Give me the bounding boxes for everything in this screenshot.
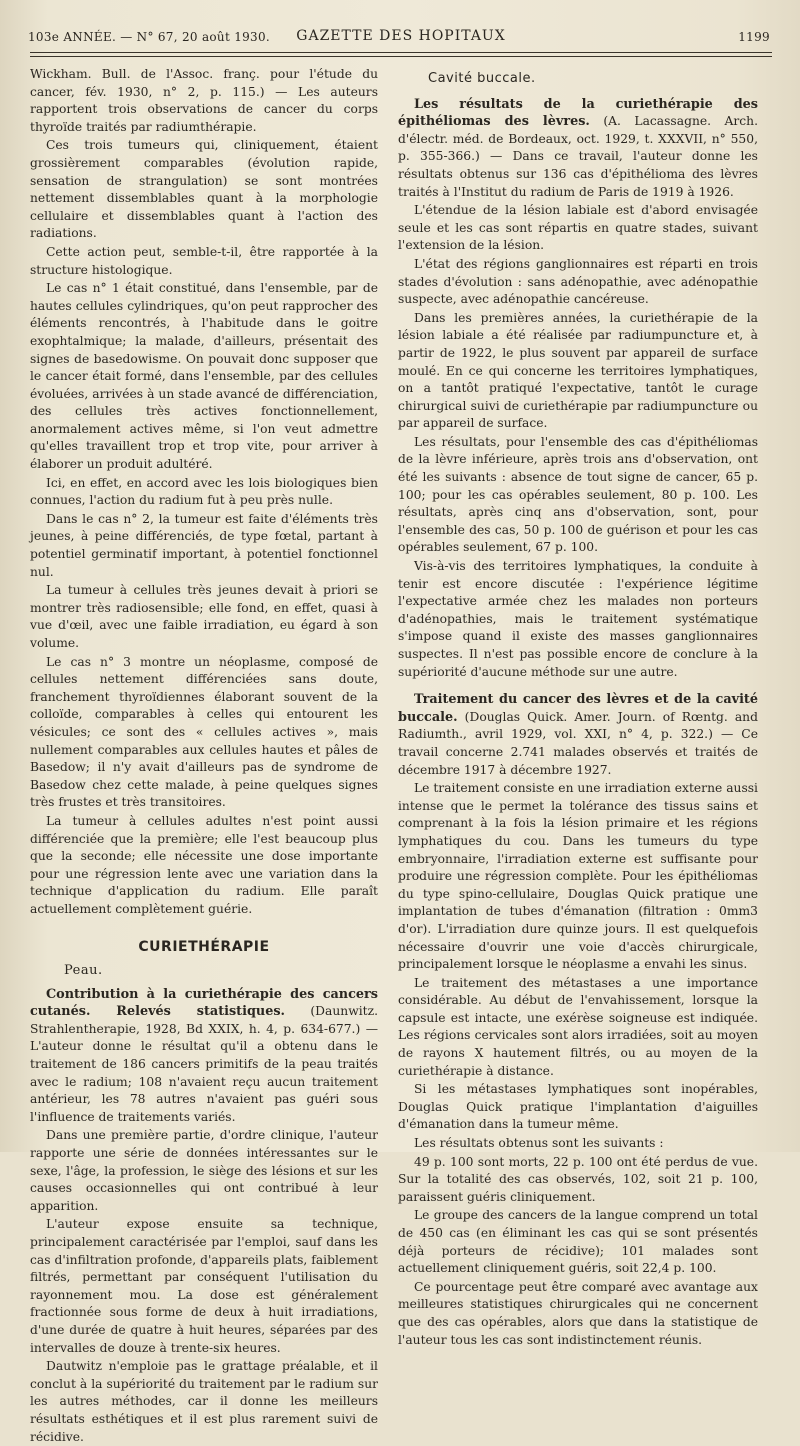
paragraph: Le groupe des cancers de la langue comprend un total de 450 cas (en éliminant les cas qui se sont présentés déjà porteurs de récidive); 101 malades sont actuellement cliniquement guéris, soit 22,4 p. 100.	[398, 1208, 758, 1276]
paragraph: Le traitement consiste en une irradiation externe aussi intense que le permet la tolérance des tissus sains et comprenant à la fois la lésion primaire et les régions lymphatiques du cou. Dans les tumeurs du type embryonnaire, l'irradiation externe est suffisante pour produire une régression complète. Pour les épithéliomas du type spino-cellulaire, Douglas Quick pratique une implantation de tubes d'émanation (filtration : 0mm3 d'or). L'irradiation dure quinze jours. Il est quelquefois nécessaire d'ouvrir une voie d'accès chirurgicale, principalement lorsque le néoplasme a envahi les sinus.	[398, 781, 758, 972]
article-title: Contribution à la curiethérapie des cancers cutanés. Relevés statistiques.	[30, 986, 378, 1020]
header-rule	[30, 52, 772, 53]
journal-title: GAZETTE DES HOPITAUX	[296, 28, 506, 44]
paragraph: L'auteur expose ensuite sa technique, principalement caractérisée par l'emploi, sauf dans les cas d'infiltration profonde, d'appareils plats, faiblement filtrés, permettant par conséquent l'utilisation du rayonnement mou. La dose est généralement fractionnée sous forme de deux à huit irradiations, d'une durée de quatre à huit heures, séparées par des intervalles de douze à trente-six heures.	[30, 1217, 378, 1355]
paragraph: 49 p. 100 sont morts, 22 p. 100 ont été perdus de vue. Sur la totalité des cas observés, 102, soit 21 p. 100, paraissent guéris cliniquement.	[398, 1154, 758, 1204]
paragraph: Vis-à-vis des territoires lymphatiques, la conduite à tenir est encore discutée : l'expérience légitime l'expectative armée chez les malades non porteurs d'adénopathies, mais le traitement systématique s'impose quand il existe des masses ganglionnaires suspectes. Il n'est pas possible encore de conclure à la supériorité d'aucune méthode sur une autre.	[398, 559, 758, 679]
right-column	[398, 66, 758, 1349]
section-heading: CURIETHÉRAPIE	[138, 938, 270, 955]
paragraph: Dans une première partie, d'ordre clinique, l'auteur rapporte une série de données intéressantes sur le sexe, l'âge, la profession, le siège des lésions et sur les causes occasionnelles qui ont contribué à leur apparition.	[30, 1128, 378, 1213]
article-entry	[30, 986, 378, 1127]
spacer	[398, 681, 758, 691]
left-column	[30, 66, 378, 1446]
article-reference: (A. Lacassagne. Arch. d'électr. méd. de Bordeaux, oct. 1929, t. XXXVII, n° 550, p. 355-366.) — Dans ce travail, l'auteur donne les résultats obtenus sur 136 cas d'épithélioma des lèvres traités à l'Institut du radium de Paris de 1919 à 1926.	[398, 114, 758, 199]
paragraph: Les résultats, pour l'ensemble des cas d'épithéliomas de la lèvre inférieure, après trois ans d'observation, ont été les suivants : absence de tout signe de cancer, 65 p. 100; pour les cas opérables seulement, 80 p. 100. Les résultats, après cinq ans d'observation, sont, pour l'ensemble des cas, 50 p. 100 de guérison et pour les cas opérables seulement, 67 p. 100.	[398, 434, 758, 555]
article-entry	[398, 691, 758, 779]
header-rule-double	[30, 56, 772, 57]
paragraph: Ici, en effet, en accord avec les lois biologiques bien connues, l'action du radium fut à peu près nulle.	[30, 475, 378, 508]
paragraph: Dans le cas n° 2, la tumeur est faite d'éléments très jeunes, à peine différenciés, de type fœtal, partant à potentiel germinatif important, à potentiel fonctionnel nul.	[30, 511, 378, 579]
subsection-heading: Peau.	[64, 963, 103, 979]
paragraph: Le cas n° 3 montre un néoplasme, composé de cellules nettement différenciées sans doute, franchement thyroïdiennes élaborant souvent de la colloïde, comparables à celles qui entourent les vésicules; ce sont des « cellules actives », mais nullement comparables aux cellules hautes et pâles de Basedow; il n'y avait d'ailleurs pas de syndrome de Basedow chez cette malade, à peine quelques signes très frustes et très transitoires.	[30, 654, 378, 810]
paragraph: Le traitement des métastases a une importance considérable. Au début de l'envahissement, lorsque la capsule est intacte, une exérèse soigneuse est indiquée. Les régions cervicales sont alors irradiées, soit au moyen de rayons X hautement filtrés, ou au moyen de la curiethérapie à distance.	[398, 975, 758, 1078]
paragraph: Dautwitz n'emploie pas le grattage préalable, et il conclut à la supériorité du traitement par le radium sur les autres méthodes, car il donne les meilleurs résultats esthétiques et il est plus rarement suivi de récidive.	[30, 1359, 378, 1444]
paragraph: L'état des régions ganglionnaires est réparti en trois stades d'évolution : sans adénopathie, avec adénopathie suspecte, avec adénopathie cancéreuse.	[398, 256, 758, 307]
paragraph: Cette action peut, semble-t-il, être rapportée à la structure histologique.	[30, 244, 378, 277]
paragraph: Ces trois tumeurs qui, cliniquement, étaient grossièrement comparables (évolution rapide, sensation de strangulation) se sont montrées nettement dissemblables quant à la morphologie cellulaire et dissemblables quant à l'action des radiations.	[30, 138, 378, 241]
issue-info: 103e ANNÉE. — N° 67, 20 août 1930.	[28, 30, 271, 44]
paragraph: Les résultats obtenus sont les suivants :	[414, 1136, 664, 1151]
page-number: 1199	[738, 30, 770, 44]
paragraph: Le cas n° 1 était constitué, dans l'ensemble, par de hautes cellules cylindriques, qu'on peut rapprocher des éléments rencontrés, à l'habitude dans le goitre exophtalmique; la malade, d'ailleurs, présentait des signes de basedowisme. On pouvait donc supposer que le cancer était formé, dans l'ensemble, par des cellules évoluées, arrivées à un stade avancé de différenciation, des cellules très actives fonctionnellement, anormalement actives même, si l'on veut admettre qu'elles travaillent trop et trop vite, pour arriver à élaborer un produit adultéré.	[30, 281, 378, 472]
paragraph: Dans les premières années, la curiethérapie de la lésion labiale a été réalisée par radiumpuncture et, à partir de 1922, le plus souvent par appareil de surface moulé. En ce qui concerne les territoires lymphatiques, on a tantôt pratiqué l'expectative, tantôt le curage chirurgical suivi de curiethérapie par radiumpuncture ou par appareil de surface.	[398, 310, 758, 431]
page-header	[28, 26, 774, 48]
article-title: Les résultats de la curiethérapie des épithéliomas des lèvres.	[398, 96, 758, 130]
article-reference: (Daunwitz. Strahlentherapie, 1928, Bd XXIX, h. 4, p. 634-677.) — L'auteur donne le résultat qu'il a obtenu dans le traitement de 186 cancers primitifs de la peau traités avec le radium; 108 n'avaient reçu aucun traitement antérieur, les 78 autres n'avaient pas guéri sous l'influence de traitements variés.	[30, 1004, 378, 1124]
paragraph: Ce pourcentage peut être comparé avec avantage aux meilleures statistiques chirurgicales qui ne concernent que des cas opérables, alors que dans la statistique de l'auteur tous les cas sont indistinctement réunis.	[398, 1279, 758, 1347]
article-reference: (Douglas Quick. Amer. Journ. of Rœntg. and Radiumth., avril 1929, vol. XXI, n° 4, p. 322.) — Ce travail concerne 2.741 malades observés et traités de décembre 1917 à décembre 1927.	[398, 709, 758, 777]
subsection-heading: Cavité buccale.	[428, 71, 536, 86]
paragraph: L'étendue de la lésion labiale est d'abord envisagée seule et les cas sont répartis en quatre stades, suivant l'extension de la lésion.	[398, 203, 758, 253]
paragraph: Wickham. Bull. de l'Assoc. franç. pour l'étude du cancer, fév. 1930, n° 2, p. 115.) — Les auteurs rapportent trois observations de cancer du corps thyroïde traités par radiumthérapie.	[30, 67, 378, 134]
article-title: Traitement du cancer des lèvres et de la cavité buccale.	[398, 692, 758, 725]
paragraph: Si les métastases lymphatiques sont inopérables, Douglas Quick pratique l'implantation d'aiguilles d'émanation dans la tumeur même.	[398, 1082, 758, 1132]
article-entry	[398, 96, 758, 202]
paragraph: La tumeur à cellules très jeunes devait à priori se montrer très radiosensible; elle fond, en effet, quasi à vue d'œil, avec une faible irradiation, eu égard à son volume.	[30, 583, 378, 650]
paragraph: La tumeur à cellules adultes n'est point aussi différenciée que la première; elle l'est beaucoup plus que la seconde; elle nécessite une dose importante pour une régression lente avec une variation dans la technique d'application du radium. Elle paraît actuellement complètement guérie.	[30, 813, 378, 916]
